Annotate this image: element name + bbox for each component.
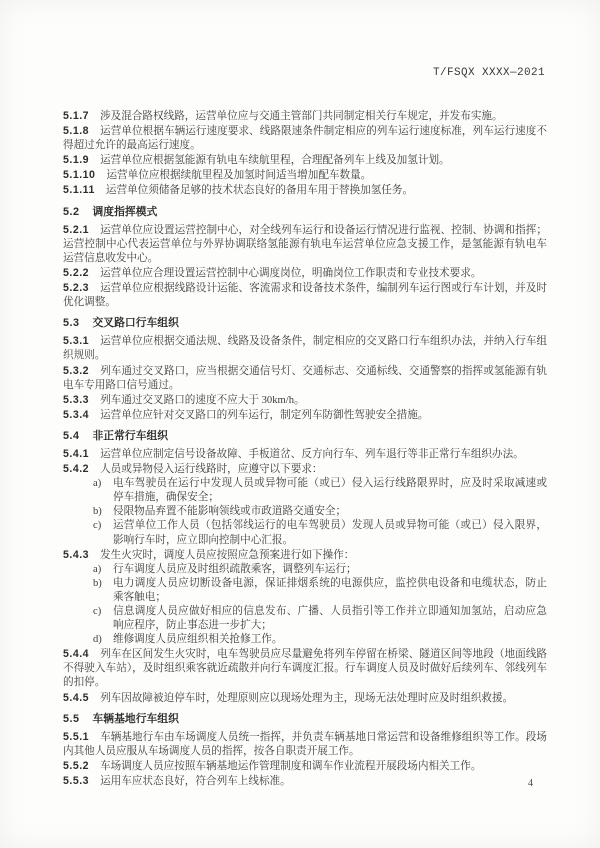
- clause-5-2-2: [63, 266, 547, 281]
- clause-5-5-2: [63, 759, 547, 774]
- list-item-text: 侵限物品弃置不能影响领线或市政道路交通安全；: [113, 506, 347, 518]
- clause-text: 发生火灾时，调度人员应按照应急预案进行如下操作：: [100, 549, 355, 561]
- clause-5-4-5: [63, 691, 547, 706]
- clause-text: 人员或异物侵入运行线路时，应遵守以下要求：: [100, 464, 323, 476]
- clause-text: 运营单位应根据续航里程及加氢时间适当增加配车数量。: [106, 170, 372, 182]
- clause-text: 运营单位应根据交通法规、线路及设备条件，制定相应的交叉路口行车组织办法，并纳入行车组织规则。: [63, 336, 547, 362]
- clause-number: 5.3.2: [63, 364, 90, 377]
- clause-5-2-3: [63, 281, 547, 310]
- standard-reference-header: T/FSQX XXXX—2021: [432, 67, 545, 79]
- clause-number: 5.1.8: [63, 125, 90, 138]
- clause-number: 5.1.9: [63, 154, 90, 167]
- section-heading-5-4: [63, 429, 547, 443]
- clause-5-4-2: [63, 462, 547, 477]
- clause-text: 列车通过交叉路口的速度不应大于 30km/h。: [100, 394, 305, 406]
- section-title: 调度指挥模式: [92, 205, 158, 218]
- list-item-label: c): [93, 520, 102, 532]
- list-item-label: d): [93, 634, 102, 646]
- clause-5-4-3: [63, 548, 547, 563]
- clause-number: 5.3.3: [63, 393, 90, 406]
- clause-text: 运营单位应根据氢能源有轨电车续航里程，合理配备列车上线及加氢计划。: [100, 155, 450, 167]
- clause-text: 运营单位须储备足够的技术状态良好的备用车用于替换加氢任务。: [105, 185, 414, 197]
- clause-text: 运营单位根据车辆运行速度要求、线路限速条件制定相应的列车运行速度标准，列车运行速度不得超过允许的最高运行速度。: [63, 126, 547, 152]
- clause-5-5-3: [63, 774, 547, 789]
- clause-number: 5.5.2: [63, 759, 90, 772]
- clause-number: 5.1.7: [63, 110, 90, 122]
- clause-number: 5.2.1: [63, 223, 90, 236]
- list-item-text: 信息调度人员应做好相应的信息发布、广播、人员指引等工作并立即通知加氢站，启动应急响应程序，防止事态进一步扩大；: [113, 606, 547, 632]
- clause-text: 运营单位应根据线路设计运能、客流需求和设备技术条件，编制列车运行图或行车计划，并及时优化调整。: [63, 283, 547, 309]
- clause-number: 5.4.3: [63, 548, 90, 561]
- list-item-label: a): [93, 563, 102, 575]
- section-heading-5-3: [63, 316, 547, 330]
- list-item-label: b): [93, 506, 102, 518]
- clause-5-1-7: [63, 109, 547, 124]
- list-item-5-4-2-c: [63, 519, 547, 547]
- list-item-5-4-3-a: [63, 563, 547, 577]
- clause-number: 5.3.4: [63, 408, 90, 421]
- section-number: 5.2: [63, 205, 80, 218]
- clause-5-1-10: [63, 168, 547, 183]
- list-item-5-4-3-d: [63, 633, 547, 647]
- section-title: 非正常行车组织: [92, 429, 169, 442]
- list-item-text: 电车驾驶员在运行中发现人员或异物可能（或已）侵入运行线路限界时，应及时采取减速或停车措施，确保安全；: [113, 478, 547, 504]
- section-title: 车辆基地行车组织: [92, 712, 179, 725]
- clause-5-2-1: [63, 223, 547, 266]
- section-number: 5.3: [63, 317, 80, 330]
- clause-number: 5.4.5: [63, 691, 90, 704]
- clause-5-1-11: [63, 183, 547, 198]
- list-item-text: 运营单位工作人员（包括邻线运行的电车驾驶员）发现人员或异物可能（或已）侵入限界，影响行车时，应立即向控制中心汇报。: [113, 520, 547, 546]
- list-item-text: 维修调度人员应组织相关抢修工作。: [113, 634, 283, 646]
- clause-text: 涉及混合路权线路，运营单位应与交通主管部门共同制定相关行车规定，并发布实施。: [100, 111, 503, 122]
- section-title: 交叉路口行车组织: [92, 317, 179, 330]
- clause-5-4-1: [63, 447, 547, 462]
- clause-5-3-2: [63, 364, 547, 393]
- clause-text: 运营单位应制定信号设备故障、手板道岔、反方向行车、列车退行等非正常行车组织办法。: [100, 448, 524, 460]
- document-body: [63, 109, 547, 789]
- page-number: 4: [528, 778, 533, 789]
- list-item-label: b): [93, 577, 102, 589]
- clause-number: 5.1.10: [63, 169, 96, 182]
- list-item-label: a): [93, 478, 102, 490]
- clause-5-1-8: [63, 124, 547, 153]
- section-number: 5.5: [63, 712, 80, 725]
- section-heading-5-5: [63, 712, 547, 726]
- clause-number: 5.3.1: [63, 335, 90, 348]
- clause-5-4-4: [63, 647, 547, 690]
- clause-5-3-1: [63, 334, 547, 363]
- list-item-5-4-3-c: [63, 605, 547, 633]
- clause-number: 5.5.3: [63, 775, 90, 788]
- clause-number: 5.5.1: [63, 730, 90, 743]
- list-item-5-4-2-b: [63, 505, 547, 519]
- clause-5-5-1: [63, 730, 547, 759]
- clause-text: 运营单位应设置运营控制中心，对全线列车运行和设备运行情况进行监视、控制、协调和指挥；运营控制中心代表运营单位与外界协调联络氢能源有轨电车运营单位应急支援工作，是氢能源有轨电车运营信息收发中心。: [63, 224, 547, 264]
- clause-number: 5.4.1: [63, 447, 90, 460]
- section-number: 5.4: [63, 429, 80, 442]
- clause-number: 5.2.2: [63, 266, 90, 279]
- clause-text: 车场调度人员应按照车辆基地运作管理制度和调车作业流程开展段场内相关工作。: [100, 760, 482, 772]
- list-item-text: 行车调度人员应及时组织疏散乘客，调整列车运行；: [113, 563, 357, 575]
- list-item-text: 电力调度人员应切断设备电源，保证排烟系统的电源供应，监控供电设备和电缆状态，防止乘客触电；: [113, 577, 547, 603]
- clause-number: 5.2.3: [63, 282, 90, 295]
- clause-number: 5.4.4: [63, 648, 90, 661]
- clause-text: 列车在区间发生火灾时，电车驾驶员应尽量避免将列车停留在桥梁、隧道区间等地段（地面线路不得驶入车站），及时组织乘客就近疏散并向行车调度汇报。行车调度人员及时做好后续列车、邻线列车的扣停。: [63, 649, 547, 689]
- clause-number: 5.4.2: [63, 463, 90, 476]
- list-item-5-4-2-a: [63, 477, 547, 505]
- clause-5-3-3: [63, 393, 547, 408]
- clause-text: 列车因故障被迫停车时，处理原则应以现场处理为主，现场无法处理时应及时组织救援。: [100, 692, 514, 704]
- list-item-label: c): [93, 606, 102, 617]
- list-item-5-4-3-b: [63, 577, 547, 605]
- clause-number: 5.1.11: [63, 184, 95, 197]
- clause-text: 运营单位应针对交叉路口的列车运行，制定列车防御性驾驶安全措施。: [100, 409, 429, 421]
- clause-5-1-9: [63, 153, 547, 168]
- clause-text: 运用车应状态良好，符合列车上线标准。: [100, 776, 291, 788]
- section-heading-5-2: [63, 205, 547, 219]
- clause-text: 运营单位应合理设置运营控制中心调度岗位，明确岗位工作职责和专业技术要求。: [100, 267, 482, 279]
- clause-text: 列车通过交叉路口，应当根据交通信号灯、交通标志、交通标线、交通警察的指挥或氢能源有轨电车专用路口信号通过。: [63, 365, 547, 391]
- clause-text: 车辆基地行车由车场调度人员统一指挥，并负责车辆基地日常运营和设备维修组织等工作。段场内其他人员应服从车场调度人员的指挥，按各自职责开展工作。: [63, 731, 547, 757]
- clause-5-3-4: [63, 408, 547, 423]
